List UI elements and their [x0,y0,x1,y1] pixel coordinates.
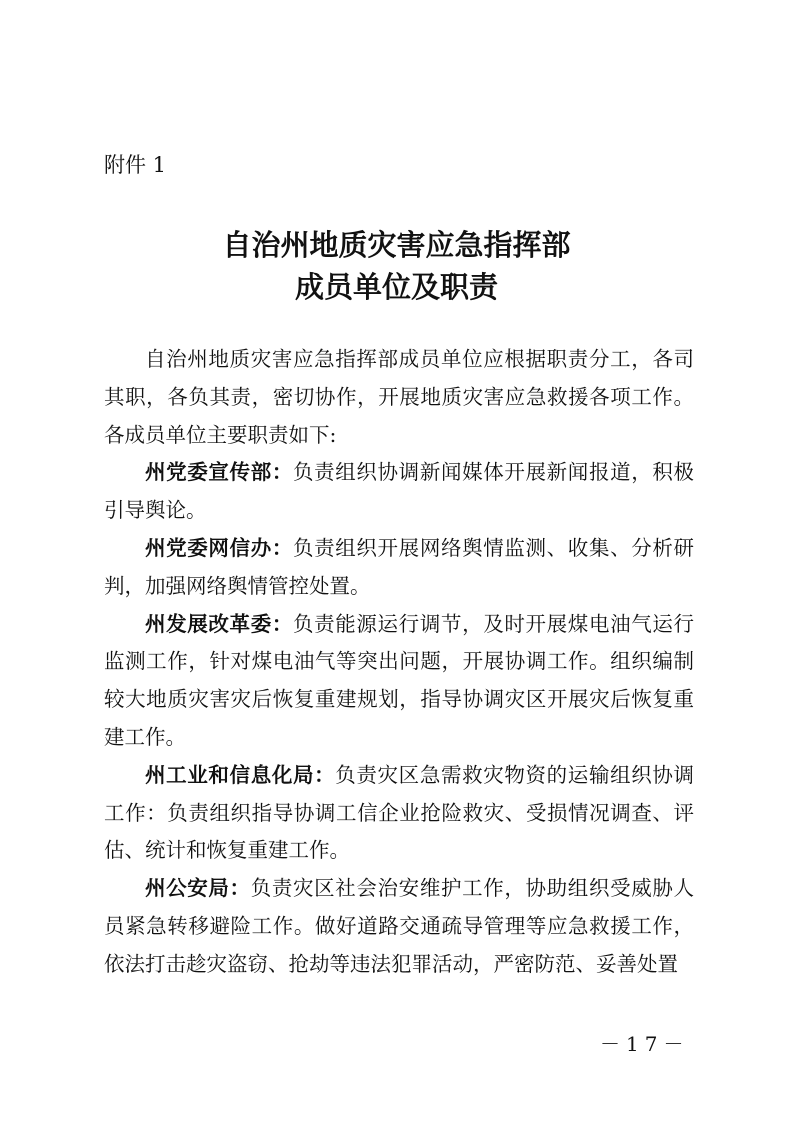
document-body [104,341,694,984]
intro-paragraph: 自治州地质灾害应急指挥部成员单位应根据职责分工，各司其职，各负其责，密切协作，开展地质灾害应急救援各项工作。各成员单位主要职责如下: [104,347,694,447]
unit-duty: 负责灾区社会治安维护工作，协助组织受威胁人员紧急转移避险工作。做好道路交通疏导管理等应急救援工作，依法打击趁灾盗窃、抢劫等违法犯罪活动，严密防范、妥善处置 [104,876,695,976]
page-number: －17－ [600,1032,690,1056]
unit-name: 州党委宣传部： [145,460,293,485]
unit-duty: 负责能源运行调节，及时开展煤电油气运行监测工作，针对煤电油气等突出问题，开展协调工作。组织编制较大地质灾害灾后恢复重建规划，指导协调灾区开展灾后恢复重建工作。 [104,611,695,749]
entry-paragraph [104,454,694,530]
unit-name: 州发展改革委： [145,611,293,636]
entry-paragraph [104,870,694,983]
unit-duty: 负责灾区急需救灾物资的运输组织协调工作：负责组织指导协调工信企业抢险救灾、受损情况调查、评估、统计和恢复重建工作。 [104,762,695,863]
document-title-line-1: 自治州地质灾害应急指挥部 [222,228,571,262]
entry-paragraph [104,606,694,757]
document-title-line-2: 成员单位及职责 [294,270,498,304]
unit-duty: 负责组织协调新闻媒体开展新闻报道，积极引导舆论。 [104,460,695,523]
unit-name: 州公安局： [145,876,251,901]
entry-paragraph [104,757,694,870]
unit-name: 州工业和信息化局： [145,762,336,787]
unit-duty: 负责组织开展网络舆情监测、收集、分析研判，加强网络舆情管控处置。 [104,535,695,598]
unit-name: 州党委网信办： [145,535,293,560]
entry-paragraph [104,530,694,606]
attachment-label: 附件 1 [104,153,167,177]
